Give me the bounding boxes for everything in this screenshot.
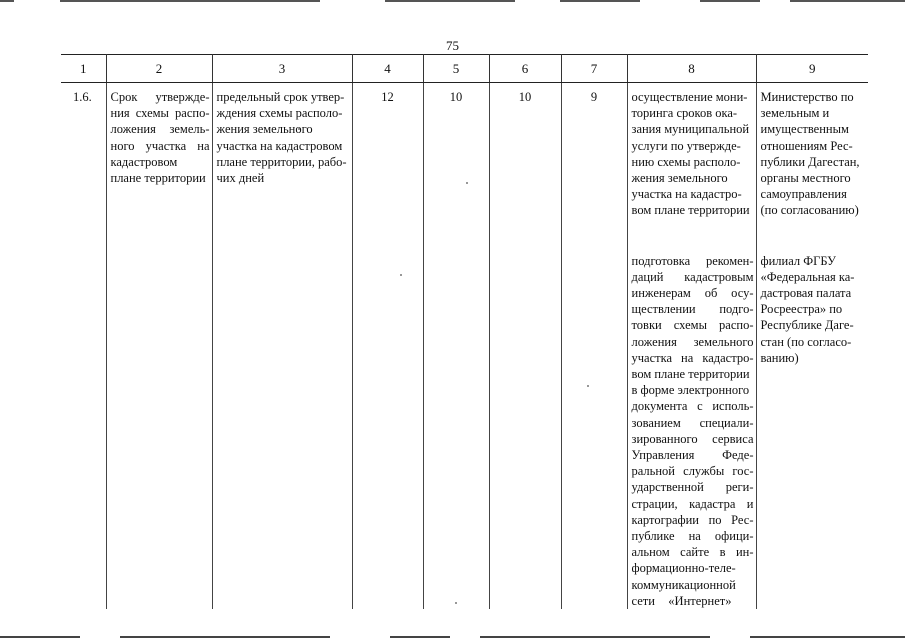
scan-edge-mark bbox=[790, 0, 905, 2]
column-header-4: 4 bbox=[352, 55, 423, 83]
text-line: самоуправления bbox=[760, 187, 847, 202]
value-cell-5 bbox=[423, 83, 489, 610]
text-line: Республике Даге- bbox=[760, 318, 854, 333]
column-header-5: 5 bbox=[423, 55, 489, 83]
column-header-2: 2 bbox=[106, 55, 212, 83]
indicator-name-cell bbox=[106, 83, 212, 610]
text-line: торинга сроков ока- bbox=[631, 106, 738, 121]
text-line: Срок утвержде- bbox=[110, 90, 210, 104]
text-line: ния схемы распо- bbox=[110, 106, 210, 121]
measures-cell bbox=[627, 83, 756, 610]
text-line: вом плане территории bbox=[631, 203, 750, 218]
text-line: осуществление мони- bbox=[631, 90, 748, 104]
unit-description-cell bbox=[212, 83, 352, 610]
scan-edge-mark bbox=[0, 636, 80, 638]
page-number: 75 bbox=[446, 38, 459, 53]
row-number-cell bbox=[61, 83, 106, 610]
text-line: коммуникационной bbox=[631, 577, 736, 592]
text-line: вом плане территории bbox=[631, 367, 750, 382]
text-line: Управления Феде- bbox=[631, 448, 754, 463]
column-header-3: 3 bbox=[212, 55, 352, 83]
text-line: Росреестра» по bbox=[760, 302, 843, 317]
scan-edge-mark bbox=[560, 0, 640, 2]
value: 9 bbox=[590, 90, 598, 104]
text-line: сети «Интернет» bbox=[631, 593, 732, 608]
column-header-1: 1 bbox=[61, 55, 106, 83]
text-line: дастровая палата bbox=[760, 286, 852, 301]
text-line: ного участка на bbox=[110, 138, 210, 153]
text-line: чих дней bbox=[216, 171, 265, 186]
text-line: ложения земельного bbox=[631, 334, 754, 349]
text-line: имущественным bbox=[760, 122, 849, 137]
text-line: зированного сервиса bbox=[631, 431, 754, 446]
text-line: документа с исполь- bbox=[631, 399, 754, 414]
scan-edge-mark bbox=[390, 636, 450, 638]
text-line: жения земельного bbox=[216, 122, 313, 137]
text-line: ществлении подго- bbox=[631, 302, 754, 317]
text-line: ждения схемы располо- bbox=[216, 106, 343, 121]
text-line: в форме электронного bbox=[631, 383, 750, 398]
column-header-9: 9 bbox=[756, 55, 868, 83]
text-line: страции, кадастра и bbox=[631, 496, 754, 511]
scan-edge-mark bbox=[480, 636, 710, 638]
value-cell-6 bbox=[489, 83, 561, 610]
row-number: 1.6. bbox=[73, 90, 92, 104]
column-header-7: 7 bbox=[561, 55, 627, 83]
text-line: даций кадастровым bbox=[631, 269, 754, 284]
scan-edge-mark bbox=[0, 0, 14, 2]
table-header-row bbox=[61, 55, 868, 83]
text-line: плане территории bbox=[110, 171, 206, 186]
text-line: стан (по согласо- bbox=[760, 334, 852, 349]
text-line: участка на кадастро- bbox=[631, 187, 742, 202]
value-cell-4 bbox=[352, 83, 423, 610]
value: 10 bbox=[449, 90, 463, 104]
scan-edge-mark bbox=[700, 0, 760, 2]
text-line: ложения земель- bbox=[110, 122, 210, 137]
text-line: кадастровом bbox=[110, 154, 178, 169]
text-line: зания муниципальной bbox=[631, 122, 750, 137]
text-line: инженерам об осу- bbox=[631, 286, 754, 301]
text-line: земельным и bbox=[760, 106, 830, 121]
text-line: формационно-теле- bbox=[631, 561, 736, 576]
text-line: публике на офици- bbox=[631, 529, 754, 544]
text-line: публики Дагестан, bbox=[760, 154, 860, 169]
value: 12 bbox=[381, 90, 394, 104]
text-line: нию схемы располо- bbox=[631, 154, 741, 169]
text-line: картографии по Рес- bbox=[631, 512, 754, 527]
text-line: альном сайте в ин- bbox=[631, 545, 754, 560]
responsible-cell bbox=[756, 83, 868, 610]
text-line: отношениям Рес- bbox=[760, 138, 853, 153]
text-line: «Федеральная ка- bbox=[760, 269, 855, 284]
text-line: Министерство по bbox=[760, 90, 854, 104]
text-line: участка на кадастровом bbox=[216, 138, 343, 153]
text-line: предельный срок утвер- bbox=[216, 90, 345, 104]
column-header-6: 6 bbox=[489, 55, 561, 83]
document-table bbox=[61, 54, 868, 609]
text-line: ральной службы гос- bbox=[631, 464, 754, 479]
scan-edge-mark bbox=[385, 0, 515, 2]
text-line: плане территории, рабо- bbox=[216, 154, 347, 169]
text-line: ванию) bbox=[760, 350, 799, 365]
scan-edge-mark bbox=[60, 0, 320, 2]
table-row bbox=[61, 83, 868, 610]
value-cell-7 bbox=[561, 83, 627, 610]
text-line: органы местного bbox=[760, 171, 851, 186]
scan-edge-mark bbox=[750, 636, 905, 638]
scan-edge-mark bbox=[120, 636, 330, 638]
text-line: участка на кадастро- bbox=[631, 350, 754, 365]
text-line: услуги по утвержде- bbox=[631, 138, 741, 153]
value: 10 bbox=[518, 90, 532, 104]
text-line: филиал ФГБУ bbox=[760, 253, 836, 268]
text-line: товки схемы распо- bbox=[631, 318, 754, 333]
column-header-8: 8 bbox=[627, 55, 756, 83]
text-line: жения земельного bbox=[631, 171, 728, 186]
text-line: ударственной реги- bbox=[631, 480, 754, 495]
text-line: зованием специали- bbox=[631, 415, 754, 430]
text-line: подготовка рекомен- bbox=[631, 253, 754, 268]
text-line: (по согласованию) bbox=[760, 203, 859, 218]
